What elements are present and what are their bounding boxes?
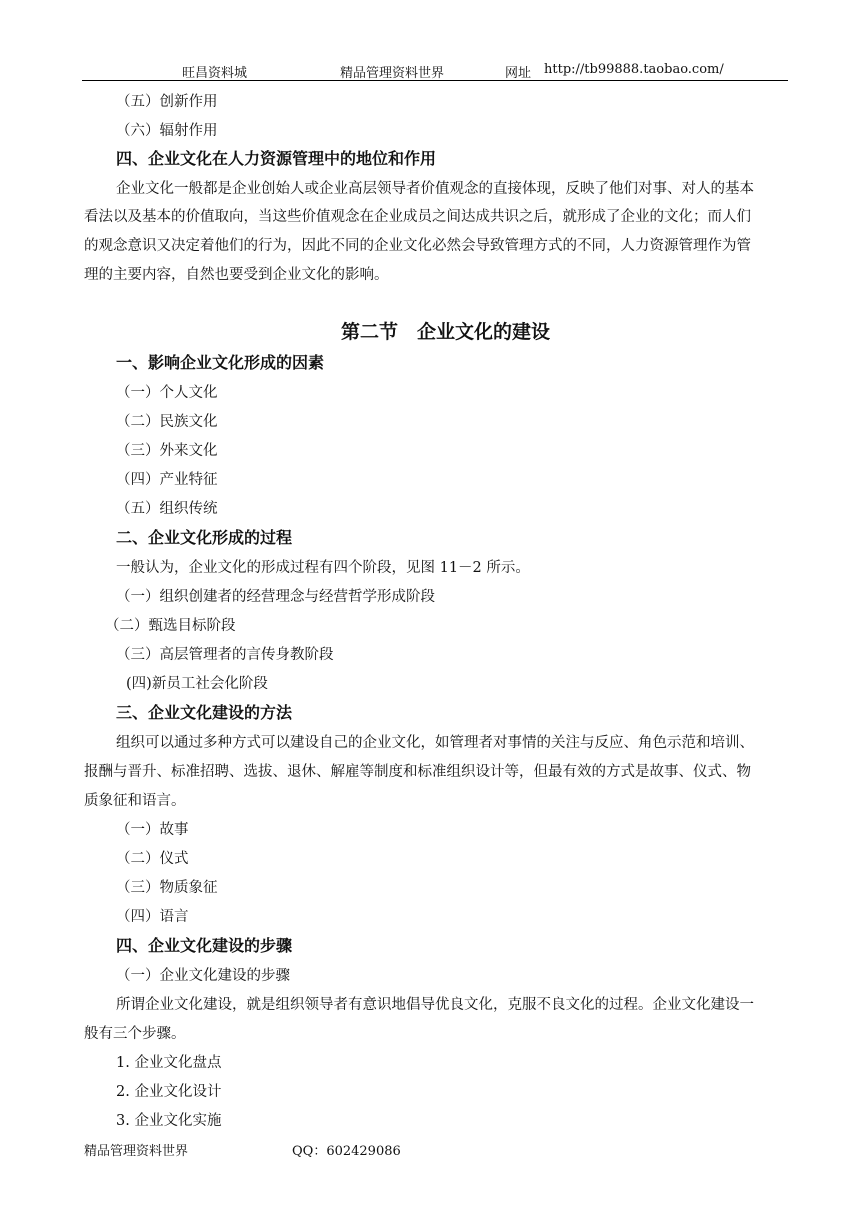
header-center: 精品管理资料世界 bbox=[340, 66, 445, 81]
heading-role-in-hr: 四、企业文化在人力资源管理中的地位和作用 bbox=[116, 149, 437, 168]
footer-left: 精品管理资料世界 bbox=[84, 1144, 189, 1159]
page-header bbox=[0, 62, 868, 82]
paragraph-line: 质象征和语言。 bbox=[84, 793, 186, 809]
paragraph-line: 组织可以通过多种方式可以建设自己的企业文化，如管理者对事情的关注与反应、角色示范和培训、 bbox=[116, 735, 754, 751]
list-item: （一）个人文化 bbox=[116, 385, 218, 401]
paragraph-line: 所谓企业文化建设，就是组织领导者有意识地倡导优良文化，克服不良文化的过程。企业文化建设一 bbox=[116, 997, 754, 1013]
paragraph-line: 企业文化一般都是企业创始人或企业高层领导者价值观念的直接体现，反映了他们对事、对人的基本 bbox=[116, 181, 754, 197]
list-item: （六）辐射作用 bbox=[116, 123, 218, 139]
heading-steps: 四、企业文化建设的步骤 bbox=[116, 936, 293, 955]
list-item: （五）创新作用 bbox=[116, 94, 218, 110]
paragraph-line: 一般认为，企业文化的形成过程有四个阶段，见图 11－2 所示。 bbox=[116, 560, 530, 576]
list-item: 3. 企业文化实施 bbox=[116, 1113, 222, 1129]
paragraph-line: 理的主要内容，自然也要受到企业文化的影响。 bbox=[84, 267, 389, 283]
list-item: （五）组织传统 bbox=[116, 501, 218, 517]
list-item: 2. 企业文化设计 bbox=[116, 1084, 222, 1100]
list-item: （二）民族文化 bbox=[116, 414, 218, 430]
list-item: （一）组织创建者的经营理念与经营哲学形成阶段 bbox=[116, 589, 435, 605]
paragraph-line: 的观念意识又决定着他们的行为，因此不同的企业文化必然会导致管理方式的不同，人力资源管理作为管 bbox=[84, 238, 751, 254]
list-item: 1. 企业文化盘点 bbox=[116, 1055, 222, 1071]
paragraph-line: 报酬与晋升、标准招聘、选拔、退休、解雇等制度和标准组织设计等，但最有效的方式是故事、仪式、物 bbox=[84, 764, 751, 780]
subheading: （一）企业文化建设的步骤 bbox=[116, 968, 290, 984]
heading-methods: 三、企业文化建设的方法 bbox=[116, 703, 293, 722]
heading-factors: 一、影响企业文化形成的因素 bbox=[116, 353, 325, 372]
header-left: 旺昌资料城 bbox=[182, 66, 248, 81]
list-item: (四)新员工社会化阶段 bbox=[126, 676, 268, 692]
list-item: （二）甄选目标阶段 bbox=[105, 618, 236, 634]
list-item: （二）仪式 bbox=[116, 851, 189, 867]
list-item: （三）外来文化 bbox=[116, 443, 218, 459]
list-item: （三）物质象征 bbox=[116, 880, 218, 896]
section-title: 第二节 企业文化的建设 bbox=[341, 321, 551, 343]
heading-process: 二、企业文化形成的过程 bbox=[116, 528, 293, 547]
list-item: （四）语言 bbox=[116, 909, 189, 925]
paragraph-line: 般有三个步骤。 bbox=[84, 1026, 186, 1042]
list-item: （四）产业特征 bbox=[116, 472, 218, 488]
header-url: http://tb99888.taobao.com/ bbox=[544, 62, 724, 77]
header-site-label: 网址 bbox=[505, 66, 532, 81]
list-item: （三）高层管理者的言传身教阶段 bbox=[116, 647, 334, 663]
header-divider bbox=[82, 80, 788, 81]
paragraph-line: 看法以及基本的价值取向，当这些价值观念在企业成员之间达成共识之后，就形成了企业的文化；而人们 bbox=[84, 209, 751, 225]
list-item: （一）故事 bbox=[116, 822, 189, 838]
footer-qq: QQ：602429086 bbox=[292, 1144, 401, 1159]
